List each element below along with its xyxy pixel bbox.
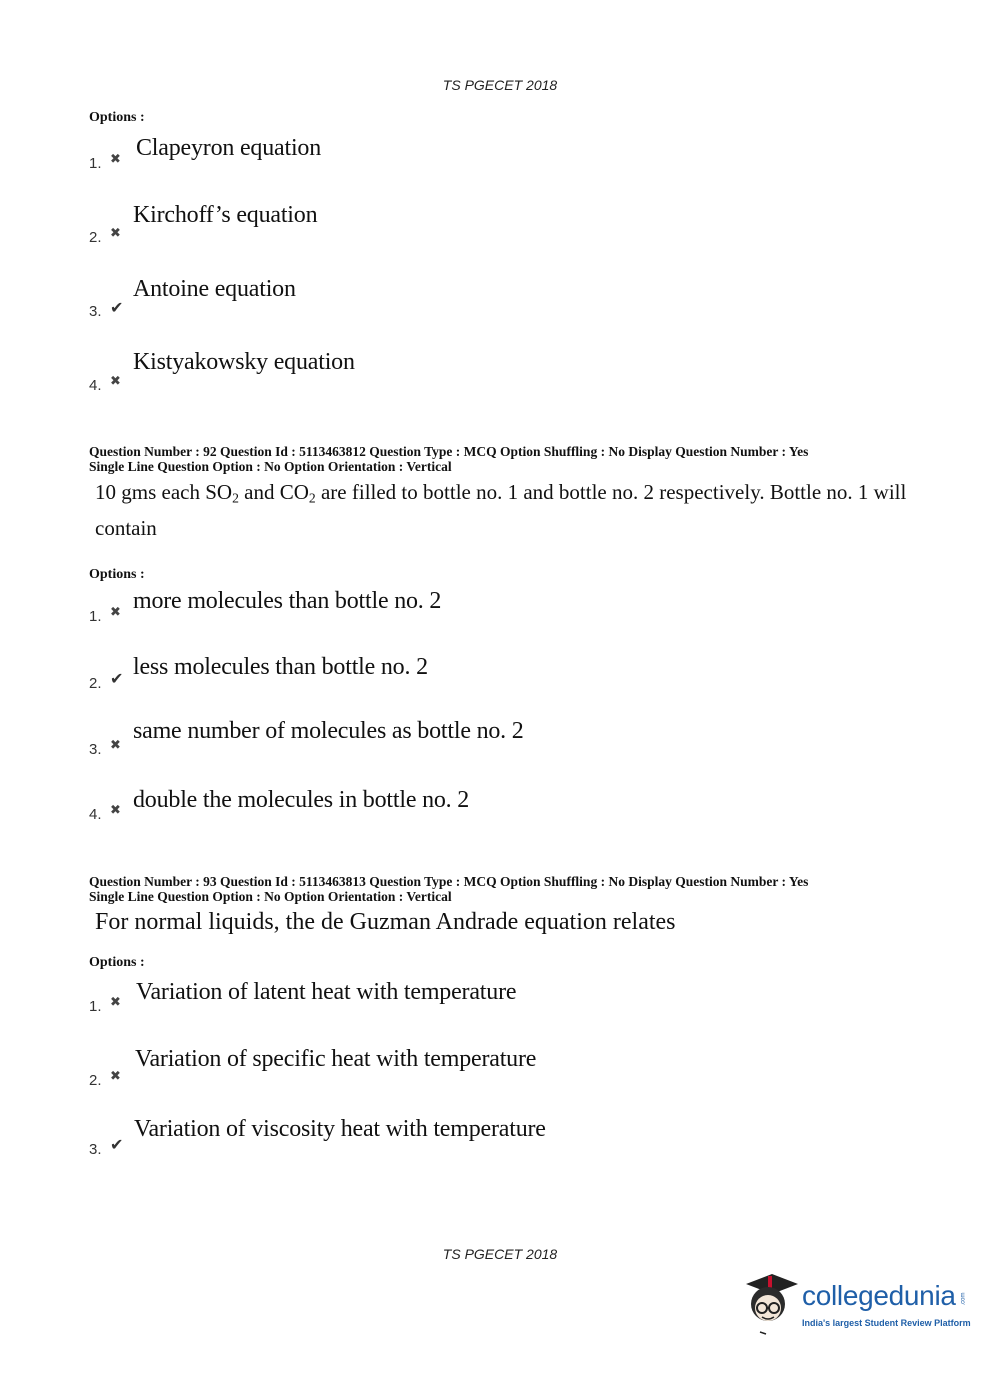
cross-icon: ✖ bbox=[110, 374, 121, 389]
page-header: TS PGECET 2018 bbox=[442, 77, 558, 93]
cross-icon: ✖ bbox=[110, 738, 121, 753]
option-number: 1. bbox=[89, 998, 102, 1015]
question-meta: Question Number : 92 Question Id : 5113463812 Question Type : MCQ Option Shuffling : No Display Question Number : Yes bbox=[89, 444, 809, 459]
cross-icon: ✖ bbox=[110, 152, 121, 167]
page-footer: TS PGECET 2018 bbox=[442, 1246, 558, 1262]
question-text-part: 10 gms each SO bbox=[95, 480, 233, 504]
cross-icon: ✖ bbox=[110, 1069, 121, 1084]
question-text-line2: contain bbox=[95, 516, 157, 540]
options-label: Options : bbox=[89, 567, 145, 582]
question-text: For normal liquids, the de Guzman Andrade equation relates bbox=[95, 909, 676, 935]
option-number: 4. bbox=[89, 377, 102, 394]
check-icon: ✔ bbox=[110, 298, 124, 317]
mascot-icon bbox=[742, 1270, 802, 1340]
option-text: same number of molecules as bottle no. 2 bbox=[133, 718, 524, 744]
option-number: 1. bbox=[89, 608, 102, 625]
subscript: 2 bbox=[308, 490, 316, 506]
option-number: 4. bbox=[89, 806, 102, 823]
options-label: Options : bbox=[89, 110, 145, 125]
option-number: 2. bbox=[89, 675, 102, 692]
cross-icon: ✖ bbox=[110, 226, 121, 241]
question-text-part: and CO bbox=[238, 480, 309, 504]
brand-name: collegedunia bbox=[802, 1280, 956, 1311]
cross-icon: ✖ bbox=[110, 803, 121, 818]
options-label: Options : bbox=[89, 955, 145, 970]
option-text: Antoine equation bbox=[133, 276, 296, 302]
check-icon: ✔ bbox=[110, 1135, 124, 1154]
cross-icon: ✖ bbox=[110, 605, 121, 620]
question-text-part: are filled to bottle no. 1 and bottle no. 2 respectively. Bottle no. 1 will bbox=[315, 480, 907, 504]
option-text: Variation of viscosity heat with temperature bbox=[134, 1116, 546, 1142]
option-text: Kistyakowsky equation bbox=[133, 349, 355, 375]
option-text: Clapeyron equation bbox=[136, 135, 322, 161]
option-text: Variation of latent heat with temperature bbox=[136, 979, 517, 1005]
option-text: double the molecules in bottle no. 2 bbox=[133, 787, 470, 813]
option-number: 1. bbox=[89, 155, 102, 172]
brand-tagline: India's largest Student Review Platform bbox=[802, 1318, 971, 1328]
option-text: Kirchoff’s equation bbox=[133, 202, 318, 228]
option-text: Variation of specific heat with temperature bbox=[135, 1046, 537, 1072]
check-icon: ✔ bbox=[110, 669, 124, 688]
option-number: 2. bbox=[89, 1072, 102, 1089]
option-number: 3. bbox=[89, 741, 102, 758]
option-number: 3. bbox=[89, 1141, 102, 1158]
question-meta: Single Line Question Option : No Option Orientation : Vertical bbox=[89, 459, 452, 474]
cross-icon: ✖ bbox=[110, 995, 121, 1010]
option-number: 3. bbox=[89, 303, 102, 320]
option-number: 2. bbox=[89, 229, 102, 246]
brand-domain: .com bbox=[960, 1292, 967, 1306]
question-text bbox=[95, 480, 906, 506]
question-meta: Question Number : 93 Question Id : 5113463813 Question Type : MCQ Option Shuffling : No Display Question Number : Yes bbox=[89, 874, 809, 889]
option-text: less molecules than bottle no. 2 bbox=[133, 654, 428, 680]
collegedunia-logo bbox=[742, 1270, 972, 1340]
option-text: more molecules than bottle no. 2 bbox=[133, 588, 442, 614]
question-meta: Single Line Question Option : No Option Orientation : Vertical bbox=[89, 889, 452, 904]
subscript: 2 bbox=[232, 490, 239, 506]
